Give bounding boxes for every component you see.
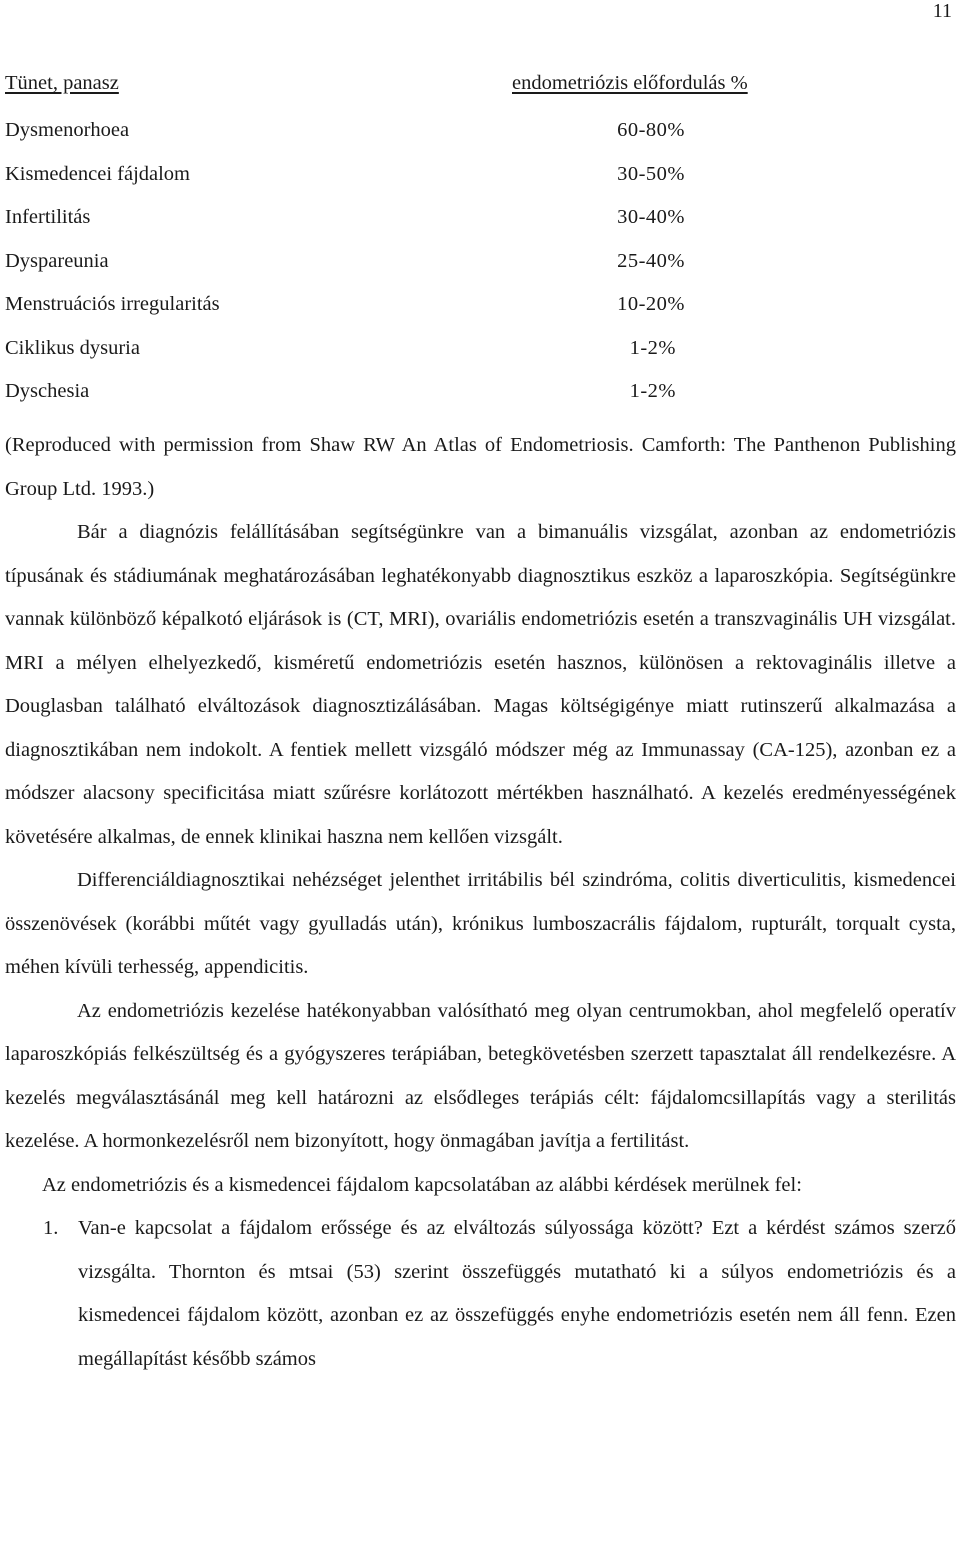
table-row: [5, 293, 765, 337]
table-row: [5, 380, 765, 424]
symptom-frequency: 30-50%: [617, 162, 685, 185]
symptom-name: Dyspareunia: [5, 249, 109, 272]
symptom-name: Dyschesia: [5, 380, 90, 402]
paragraph-diagnosis: Bár a diagnózis felállításában segítségünkre van a bimanuális vizsgálat, azonban az endometriózis típusának és stádiumának meghatározásában leghatékonyabb diagnosztikus eszköz a laparoszkópia. Segítségünkre vannak különböző képalkotó eljárások is (CT, MRI), ovariális endometriózis esetén a transzvaginális UH vizsgálat. MRI a mélyen elhelyezkedő, kisméretű endometriózis esetén hasznos, különösen a rektovaginális illetve a Douglasban található elváltozások diagnosztizálásában. Magas költségigénye miatt rutinszerű alkalmazása a diagnosztikában nem indokolt. A fentiek mellett vizsgáló módszer még az Immunassay (CA-125), azonban ez a módszer alacsony specificitása miatt szűrésre korlátozott mértékben használható. A kezelés eredményességének követésére alkalmas, de ennek klinikai haszna nem kellően vizsgált.: [5, 521, 956, 848]
symptom-name: Ciklikus dysuria: [5, 336, 140, 359]
list-item-text: Van-e kapcsolat a fájdalom erőssége és az elváltozás súlyossága között? Ezt a kérdést számos szerző vizsgálta. Thornton és mtsai (53) szerint összefüggés mutatható ki a súlyos endometriózis és a kismedencei fájdalom között, azonban ez az összefüggés enyhe endometriózis esetén nem áll fenn. Ezen megállapítást később számos: [78, 1217, 956, 1370]
body-text: [5, 424, 956, 1381]
list-item: [5, 1207, 956, 1381]
list-item-number: 1.: [43, 1217, 59, 1239]
symptom-name: Kismedencei fájdalom: [5, 162, 191, 185]
symptom-table-header: [5, 72, 805, 98]
symptom-frequency: 1-2%: [629, 336, 676, 359]
source-citation: (Reproduced with permission from Shaw RW An Atlas of Endometriosis. Camforth: The Panthenon Publishing Group Ltd. 1993.): [5, 434, 956, 500]
symptom-frequency: 60-80%: [617, 119, 685, 141]
symptom-frequency: 30-40%: [617, 206, 685, 228]
symptom-frequency: 10-20%: [617, 293, 685, 315]
symptom-name: Dysmenorhoea: [5, 119, 130, 141]
table-row: [5, 119, 765, 163]
table-row: [5, 206, 765, 250]
paragraph-questions-intro: Az endometriózis és a kismedencei fájdalom kapcsolatában az alábbi kérdések merülnek fel:: [42, 1173, 802, 1196]
table-row: [5, 163, 765, 207]
paragraph-differential-diagnosis: Differenciáldiagnosztikai nehézséget jelenthet irritábilis bél szindróma, colitis diverticulitis, kismedencei összenövések (korábbi műtét vagy gyulladás után), krónikus lumboszacrális fájdalom, rupturált, torqualt cysta, méhen kívüli terhesség, appendicitis.: [5, 869, 956, 978]
symptom-frequency: 25-40%: [617, 249, 685, 272]
paragraph-treatment: Az endometriózis kezelése hatékonyabban valósítható meg olyan centrumokban, ahol megfelelő operatív laparoszkópiás felkészültség és a gyógyszeres terápiában, betegkövetésben szerzett tapasztalat áll rendelkezésre. A kezelés megválasztásánál meg kell határozni az elsődleges terápiás célt: fájdalomcsillapítás vagy a sterilitás kezelése. A hormonkezelésről nem bizonyított, hogy önmagában javítja a fertilitást.: [5, 999, 956, 1152]
header-symptom: Tünet, panasz: [5, 72, 119, 94]
symptom-name: Infertilitás: [5, 206, 91, 228]
table-row: [5, 250, 765, 294]
symptom-name: Menstruációs irregularitás: [5, 293, 220, 315]
page-number: 11: [932, 0, 952, 22]
header-frequency: endometriózis előfordulás %: [512, 72, 748, 94]
table-row: [5, 337, 765, 381]
symptom-table: [5, 119, 765, 424]
symptom-frequency: 1-2%: [629, 380, 676, 402]
